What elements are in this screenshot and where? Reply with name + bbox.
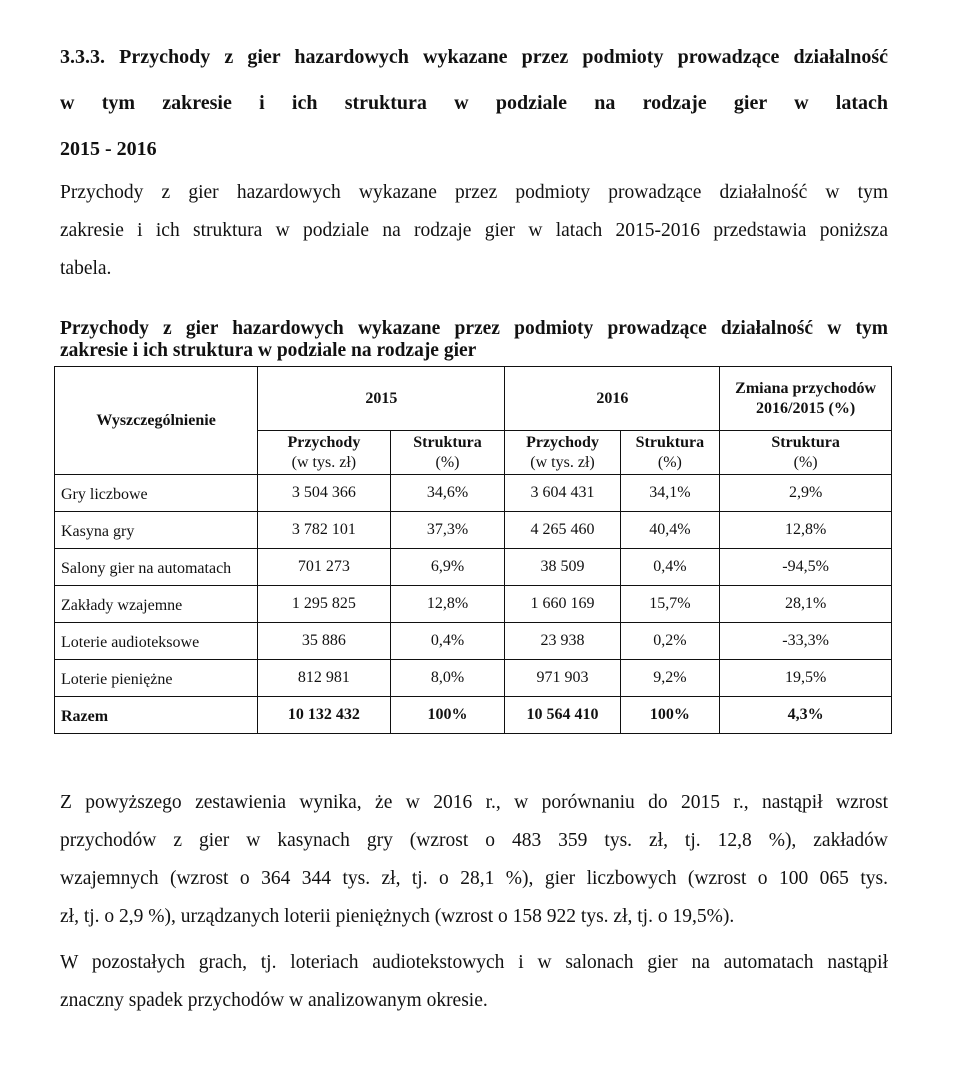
cell-name: Gry liczbowe xyxy=(55,475,258,512)
cell-change: 2,9% xyxy=(720,475,892,512)
cell-change: -33,3% xyxy=(720,623,892,660)
cell-name: Loterie audioteksowe xyxy=(55,623,258,660)
conclusion-line: wzajemnych (wzrost o 364 344 tys. zł, tj. o 28,1 %), gier liczbowych (wzrost o 100 065 tys. xyxy=(60,868,888,889)
conclusion-paragraph xyxy=(60,784,888,936)
header-revenue-2015 xyxy=(258,431,390,475)
cell-rev2016: 10 564 410 xyxy=(505,697,620,734)
cell-rev2015: 1 295 825 xyxy=(258,586,390,623)
cell-str2016: 40,4% xyxy=(620,512,720,549)
summary-line: znaczny spadek przychodów w analizowanym okresie. xyxy=(60,990,488,1011)
cell-rev2016: 23 938 xyxy=(505,623,620,660)
header-change-sub-label: Struktura xyxy=(771,433,840,451)
header-structure-label: Struktura xyxy=(413,433,482,451)
header-change: Zmiana przychodów 2016/2015 (%) xyxy=(720,367,892,431)
cell-change: 4,3% xyxy=(720,697,892,734)
intro-line: Przychody z gier hazardowych wykazane przez podmioty prowadzące działalność w tym xyxy=(60,182,888,203)
table-row xyxy=(55,475,892,512)
cell-str2015: 12,8% xyxy=(390,586,505,623)
table-total-row xyxy=(55,697,892,734)
header-revenue-unit: (w tys. zł) xyxy=(530,453,595,471)
cell-str2016: 100% xyxy=(620,697,720,734)
cell-change: 19,5% xyxy=(720,660,892,697)
caption-line: zakresie i ich struktura w podziale na rodzaje gier xyxy=(60,340,477,361)
cell-str2015: 34,6% xyxy=(390,475,505,512)
header-structure-2015 xyxy=(390,431,505,475)
intro-line: tabela. xyxy=(60,258,112,279)
cell-name: Salony gier na automatach xyxy=(55,549,258,586)
cell-rev2015: 3 504 366 xyxy=(258,475,390,512)
header-revenue-label: Przychody xyxy=(526,433,599,451)
cell-str2015: 8,0% xyxy=(390,660,505,697)
cell-str2016: 15,7% xyxy=(620,586,720,623)
header-structure-2016 xyxy=(620,431,720,475)
table-row xyxy=(55,512,892,549)
revenue-table xyxy=(54,366,892,734)
header-item: Wyszczególnienie xyxy=(55,367,258,475)
cell-str2015: 0,4% xyxy=(390,623,505,660)
table-row xyxy=(55,660,892,697)
intro-line: zakresie i ich struktura w podziale na rodzaje gier w latach 2015-2016 przedstawia poniższa xyxy=(60,220,888,241)
header-change-sub-unit: (%) xyxy=(793,453,818,471)
cell-name: Zakłady wzajemne xyxy=(55,586,258,623)
cell-change: 12,8% xyxy=(720,512,892,549)
summary-line: W pozostałych grach, tj. loteriach audiotekstowych i w salonach gier na automatach nastąpił xyxy=(60,952,888,973)
cell-rev2015: 812 981 xyxy=(258,660,390,697)
cell-rev2016: 38 509 xyxy=(505,549,620,586)
cell-rev2016: 1 660 169 xyxy=(505,586,620,623)
conclusion-line: przychodów z gier w kasynach gry (wzrost o 483 359 tys. zł, tj. 12,8 %), zakładów xyxy=(60,830,888,851)
header-revenue-unit: (w tys. zł) xyxy=(291,453,357,471)
table-row xyxy=(55,586,892,623)
table-caption xyxy=(60,318,888,362)
caption-line: Przychody z gier hazardowych wykazane przez podmioty prowadzące działalność w tym xyxy=(60,318,888,339)
cell-rev2016: 4 265 460 xyxy=(505,512,620,549)
cell-str2016: 34,1% xyxy=(620,475,720,512)
cell-str2016: 9,2% xyxy=(620,660,720,697)
header-year-2016: 2016 xyxy=(505,367,720,431)
cell-rev2016: 971 903 xyxy=(505,660,620,697)
cell-str2015: 100% xyxy=(390,697,505,734)
conclusion-line: Z powyższego zestawienia wynika, że w 2016 r., w porównaniu do 2015 r., nastąpił wzrost xyxy=(60,792,888,813)
heading-line: 2015 - 2016 xyxy=(60,138,157,160)
table-row xyxy=(55,549,892,586)
header-structure-unit: (%) xyxy=(657,453,682,471)
cell-name: Kasyna gry xyxy=(55,512,258,549)
cell-name: Razem xyxy=(55,697,258,734)
summary-paragraph xyxy=(60,944,888,1020)
table-row xyxy=(55,623,892,660)
cell-rev2015: 3 782 101 xyxy=(258,512,390,549)
header-year-2015: 2015 xyxy=(258,367,505,431)
section-heading xyxy=(60,34,888,172)
heading-line: 3.3.3. Przychody z gier hazardowych wykazane przez podmioty prowadzące działalność xyxy=(60,46,888,68)
header-structure-label: Struktura xyxy=(635,433,705,451)
cell-rev2015: 35 886 xyxy=(258,623,390,660)
cell-str2015: 6,9% xyxy=(390,549,505,586)
cell-str2016: 0,4% xyxy=(620,549,720,586)
conclusion-line: zł, tj. o 2,9 %), urządzanych loterii pieniężnych (wzrost o 158 922 tys. zł, tj. o 19,5%). xyxy=(60,906,735,927)
cell-change: 28,1% xyxy=(720,586,892,623)
cell-str2016: 0,2% xyxy=(620,623,720,660)
cell-str2015: 37,3% xyxy=(390,512,505,549)
cell-rev2015: 10 132 432 xyxy=(258,697,390,734)
cell-name: Loterie pieniężne xyxy=(55,660,258,697)
header-revenue-label: Przychody xyxy=(287,433,361,451)
cell-rev2016: 3 604 431 xyxy=(505,475,620,512)
cell-rev2015: 701 273 xyxy=(258,549,390,586)
header-change-structure xyxy=(720,431,892,475)
cell-change: -94,5% xyxy=(720,549,892,586)
header-revenue-2016 xyxy=(505,431,620,475)
header-structure-unit: (%) xyxy=(435,453,460,471)
intro-paragraph xyxy=(60,174,888,288)
heading-line: w tym zakresie i ich struktura w podziale na rodzaje gier w latach xyxy=(60,92,888,114)
